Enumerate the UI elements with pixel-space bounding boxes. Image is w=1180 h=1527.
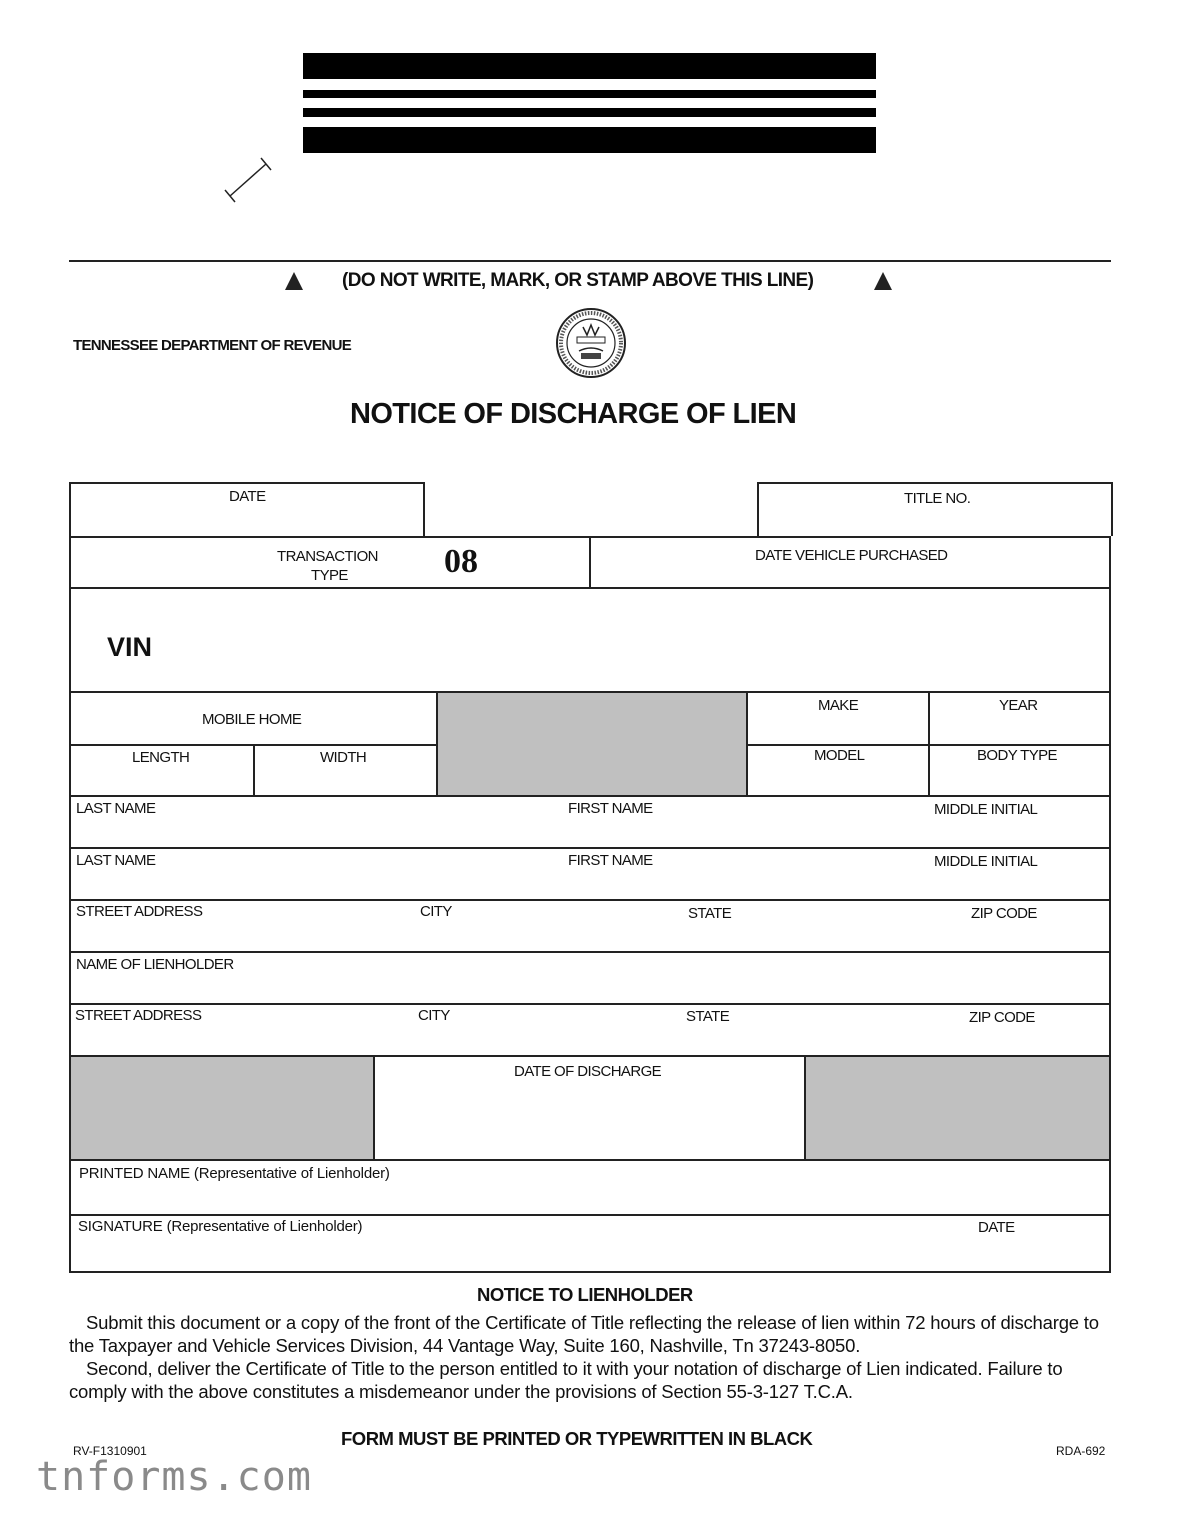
- zip-code-label-2: ZIP CODE: [969, 1009, 1035, 1026]
- printed-name-label: PRINTED NAME (Representative of Lienholder): [79, 1165, 390, 1182]
- barcode-bar-2: [303, 90, 876, 98]
- first-name-label-2: FIRST NAME: [568, 852, 653, 869]
- signature-date-label: DATE: [978, 1219, 1015, 1236]
- width-label: WIDTH: [320, 749, 367, 766]
- mobile-home-label: MOBILE HOME: [202, 711, 302, 728]
- date-of-discharge-label: DATE OF DISCHARGE: [514, 1063, 662, 1080]
- row-divider: [70, 847, 1110, 849]
- row-divider: [70, 1159, 1110, 1161]
- watermark: tnforms.com: [36, 1454, 312, 1500]
- date-vehicle-purchased-label: DATE VEHICLE PURCHASED: [755, 547, 948, 564]
- notice-heading: NOTICE TO LIENHOLDER: [477, 1284, 693, 1305]
- city-label-1: CITY: [420, 903, 452, 920]
- row-divider: [70, 795, 1110, 797]
- row-divider: [70, 1214, 1110, 1216]
- last-name-label-1: LAST NAME: [76, 800, 156, 817]
- barcode-bar-1: [303, 53, 876, 79]
- state-label-2: STATE: [686, 1008, 730, 1025]
- signature-label: SIGNATURE (Representative of Lienholder): [78, 1218, 363, 1235]
- print-instruction: FORM MUST BE PRINTED OR TYPEWRITTEN IN BLACK: [341, 1428, 813, 1449]
- make-label: MAKE: [818, 697, 859, 714]
- notice-paragraph-2: Second, deliver the Certificate of Title to the person entitled to it with your notation of discharge of Lien indicated. Failure to comply with the above constitutes a misdemeanor under the provisions of Section 55-3-127 T.C.A.: [69, 1358, 1063, 1402]
- length-label: LENGTH: [132, 749, 190, 766]
- form-code-right: RDA-692: [1056, 1444, 1106, 1458]
- shaded-area-right: [806, 1057, 1109, 1159]
- up-arrow-left-icon: [285, 272, 303, 290]
- vin-label: VIN: [107, 632, 153, 662]
- row-divider: [70, 899, 1110, 901]
- body-type-label: BODY TYPE: [977, 747, 1057, 764]
- first-name-label-1: FIRST NAME: [568, 800, 653, 817]
- last-name-label-2: LAST NAME: [76, 852, 156, 869]
- vin-field[interactable]: [71, 590, 1109, 690]
- do-not-write-warning: (DO NOT WRITE, MARK, OR STAMP ABOVE THIS LINE): [342, 270, 814, 291]
- shaded-area: [438, 693, 746, 796]
- row-divider: [70, 1003, 1110, 1005]
- model-label: MODEL: [814, 747, 865, 764]
- street-address-label-2: STREET ADDRESS: [75, 1007, 202, 1024]
- date-label: DATE: [229, 488, 266, 505]
- form-title: NOTICE OF DISCHARGE OF LIEN: [350, 398, 797, 430]
- department-name: TENNESSEE DEPARTMENT OF REVENUE: [73, 337, 352, 354]
- street-address-label-1: STREET ADDRESS: [76, 903, 203, 920]
- alignment-mark-icon: [222, 156, 276, 208]
- up-arrow-right-icon: [874, 272, 892, 290]
- year-label: YEAR: [999, 697, 1038, 714]
- row-divider: [70, 951, 1110, 953]
- transaction-type-label-line2: TYPE: [311, 567, 348, 584]
- barcode-bar-4: [303, 127, 876, 153]
- form-code-left: RV-F1310901: [73, 1444, 147, 1458]
- state-label-1: STATE: [688, 905, 732, 922]
- shaded-area-left: [71, 1057, 373, 1159]
- row-divider: [747, 744, 1110, 746]
- lienholder-name-label: NAME OF LIENHOLDER: [76, 956, 234, 973]
- divider: [253, 745, 255, 796]
- state-seal-icon: [555, 307, 627, 379]
- middle-initial-label-1: MIDDLE INITIAL: [934, 801, 1038, 818]
- transaction-type-label-line1: TRANSACTION: [277, 548, 378, 565]
- title-no-label: TITLE NO.: [904, 490, 971, 507]
- row-divider: [70, 587, 1110, 589]
- do-not-write-line: [69, 260, 1111, 262]
- transaction-type-value: 08: [444, 543, 478, 580]
- zip-code-label-1: ZIP CODE: [971, 905, 1037, 922]
- middle-initial-label-2: MIDDLE INITIAL: [934, 853, 1038, 870]
- notice-paragraph-1: Submit this document or a copy of the front of the Certificate of Title reflecting the release of lien within 72 hours of discharge to the Taxpayer and Vehicle Services Division, 44 Vantage Way, Suite 160, Nashville, Tn 37243-8050.: [69, 1312, 1099, 1356]
- barcode-bar-3: [303, 108, 876, 117]
- city-label-2: CITY: [418, 1007, 450, 1024]
